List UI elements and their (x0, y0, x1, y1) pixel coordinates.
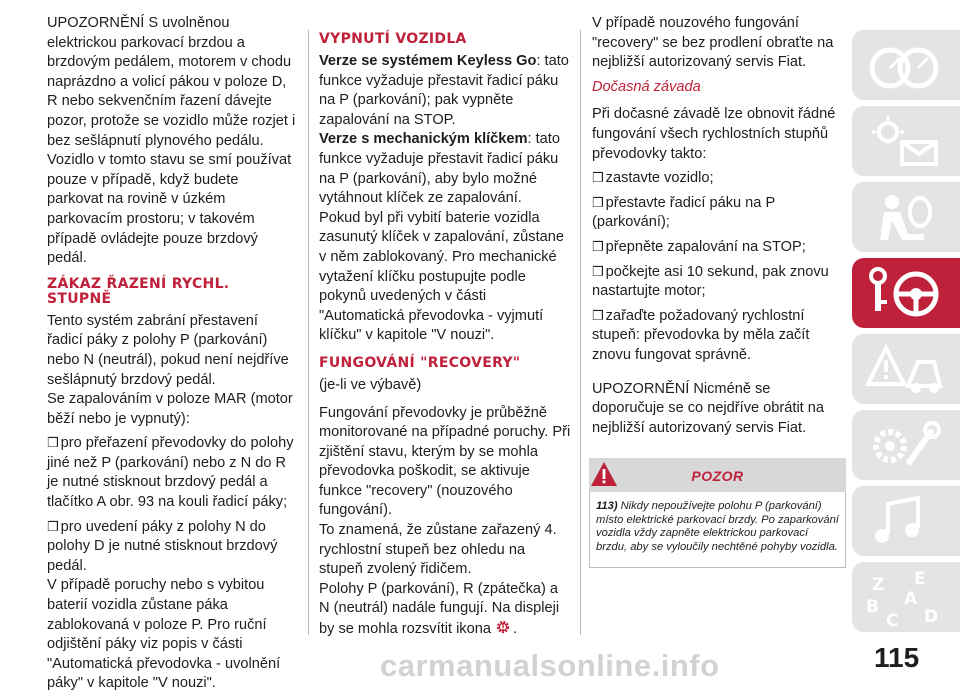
mechanical-key-label: Verze s mechanickým klíčkem (319, 131, 528, 148)
paragraph: Při dočasné závadě lze obnovit řádné fungování všech rychlostních stupňů převodovky takto: (592, 106, 836, 162)
tab-multimedia[interactable] (852, 486, 960, 556)
section-heading-shift-lock: ZÁKAZ ŘAZENÍ RYCHL. STUPNĚ (47, 275, 230, 307)
paragraph: Tento systém zabrání přestavení řadicí páky z polohy P (parkování) nebo N (neutrál), pokud není nejdříve sešlápnutý brzdový pedál. (47, 312, 289, 388)
gearbox-warning-icon (495, 619, 511, 642)
list-item: ❒ zařaďte požadovaný rychlostní stupeň: převodovka by měla začít znovu fungovat správně. (592, 307, 810, 363)
tab-warning-lights[interactable] (852, 106, 960, 176)
watermark: carmanualsonline.info (380, 648, 720, 683)
paragraph: Verze s mechanickým klíčkem: tato funkce vyžaduje přestavit řadicí páku na P (parkování), aby bylo možné vytáhnout klíček ze zapalování. (319, 131, 560, 207)
paragraph: (je-li ve výbavě) (319, 376, 422, 393)
checkbox-bullet-icon: ❒ (47, 519, 59, 535)
emergency-icon (864, 342, 944, 396)
column-right (592, 14, 842, 568)
svg-text:A: A (904, 589, 918, 609)
caution-header (589, 458, 846, 492)
warning-lights-icon (864, 114, 944, 168)
checkbox-bullet-icon: ❒ (592, 264, 604, 280)
tab-index[interactable] (852, 562, 960, 632)
chapter-tabs (852, 30, 960, 630)
checkbox-bullet-icon: ❒ (592, 239, 604, 255)
music-notes-icon (864, 494, 944, 548)
svg-text:D: D (924, 607, 939, 627)
tab-dashboard[interactable] (852, 30, 960, 100)
list-item: ❒ přestavte řadicí páku na P (parkování); (592, 194, 775, 231)
column-middle (319, 14, 571, 642)
checkbox-bullet-icon: ❒ (47, 436, 59, 452)
paragraph: Pokud byl při vybití baterie vozidla zasunutý klíček v zapalování, zůstane v něm zablokovaný. Pro mechanické vytažení klíčku postupujte podle pokynů uvedených v části "Automatická převodovka - vyjmutí klíčku" v kapitole "V nouzi". (319, 209, 564, 344)
paragraph: V případě nouzového fungování "recovery" se bez prodlení obraťte na nejbližší autorizovaný servis Fiat. (592, 15, 834, 71)
list-item: ❒ pro uvedení páky z polohy N do polohy D je nutné stisknout brzdový pedál. (47, 518, 278, 574)
caution-title: POZOR (691, 468, 744, 485)
caution-number: 113) (596, 500, 618, 513)
section-heading-recovery: FUNGOVÁNÍ "RECOVERY" (319, 354, 521, 371)
caution-text: 113) Nikdy nepoužívejte polohu P (parkování) místo elektrické parkovací brzdy. Po zaparkování vozidla vždy zapněte elektrickou parkovací brzdu, aby se vyloučily nechtěné pohyby vozidla. (589, 492, 846, 567)
column-divider (308, 30, 309, 635)
page-number: 115 (874, 642, 920, 673)
tab-starting-driving[interactable] (852, 258, 960, 328)
alphabet-index-icon (864, 570, 948, 630)
svg-text:E: E (914, 570, 926, 589)
key-steering-wheel-icon (864, 266, 944, 320)
paragraph: Verze se systémem Keyless Go: tato funkce vyžaduje přestavit řadicí páku na P (parkování); pak vypněte zapalování na STOP. (319, 53, 569, 128)
checkbox-bullet-icon: ❒ (592, 308, 604, 324)
svg-text:Z: Z (872, 575, 885, 595)
svg-text:B: B (866, 597, 879, 617)
dashboard-gauges-icon (864, 38, 944, 92)
list-item: ❒ zastavte vozidlo; (592, 170, 714, 187)
paragraph: Se zapalováním v poloze MAR (motor běží nebo je vypnutý): (47, 391, 293, 427)
paragraph: Fungování převodovky je průběžně monitorované na případné poruchy. Při zjištění stavu, kterým by se mohla převodovka poškodit, se aktivuje funkce "recovery" (nouzového fungování). (319, 404, 571, 519)
column-left (47, 14, 297, 694)
column-divider (580, 30, 581, 635)
paragraph: To znamená, že zůstane zařazený 4. rychlostní stupeň bez ohledu na stupeň zvolený řidičem. (319, 522, 557, 578)
tab-safety[interactable] (852, 182, 960, 252)
paragraph: Polohy P (parkování), R (zpátečka) a N (neutrál) nadále fungují. Na displeji by se mohla rozsvítit ikona . (319, 580, 571, 642)
checkbox-bullet-icon: ❒ (592, 171, 604, 187)
list-item: ❒ pro přeřazení převodovky do polohy jiné než P (parkování) nebo z N do R je nutné stisknout brzdový pedál a tlačítko A obr. 93 na kouli řadicí páky; (47, 435, 294, 511)
list-item: ❒ přepněte zapalování na STOP; (592, 238, 806, 255)
paragraph: V případě poruchy nebo s vybitou baterií vozidla zůstane páka zablokovaná v poloze P. Pro ruční odjištění páky viz popis v části "Automatická převodovka - uvolnění páky" v kapitole "V nouzi". (47, 577, 281, 692)
subheading-temporary-fault: Dočasná závada (592, 78, 701, 95)
warning-note: UPOZORNĚNÍ S uvolněnou elektrickou parkovací brzdou a brzdovým pedálem, motorem v chodu naprázdno a volicí pákou v poloze D, R nebo sekvenčním řazení dávejte pozor, protože se vozidlo může rozjet i bez sešlápnutí plynového pedálu. Vozidlo v tomto stavu se smí používat pouze v případě, když budete parkovat na rovině v úzkém parkovacím prostoru; v takovém případě ovládejte pouze brzdový pedál. (47, 15, 296, 267)
keyless-go-label: Verze se systémem Keyless Go (319, 53, 537, 69)
warning-note: UPOZORNĚNÍ Nicméně se doporučuje se co nejdříve obrátit na nejbližší autorizovaný servis Fiat. (592, 380, 825, 436)
seat-airbag-icon (864, 190, 944, 244)
tab-maintenance[interactable] (852, 410, 960, 480)
tab-emergency[interactable] (852, 334, 960, 404)
wrench-gear-icon (864, 418, 944, 472)
section-heading-vehicle-off: VYPNUTÍ VOZIDLA (319, 31, 467, 47)
checkbox-bullet-icon: ❒ (592, 195, 604, 211)
list-item: ❒ počkejte asi 10 sekund, pak znovu nastartujte motor; (592, 263, 829, 300)
caution-box (592, 458, 842, 567)
svg-text:C: C (886, 611, 899, 630)
